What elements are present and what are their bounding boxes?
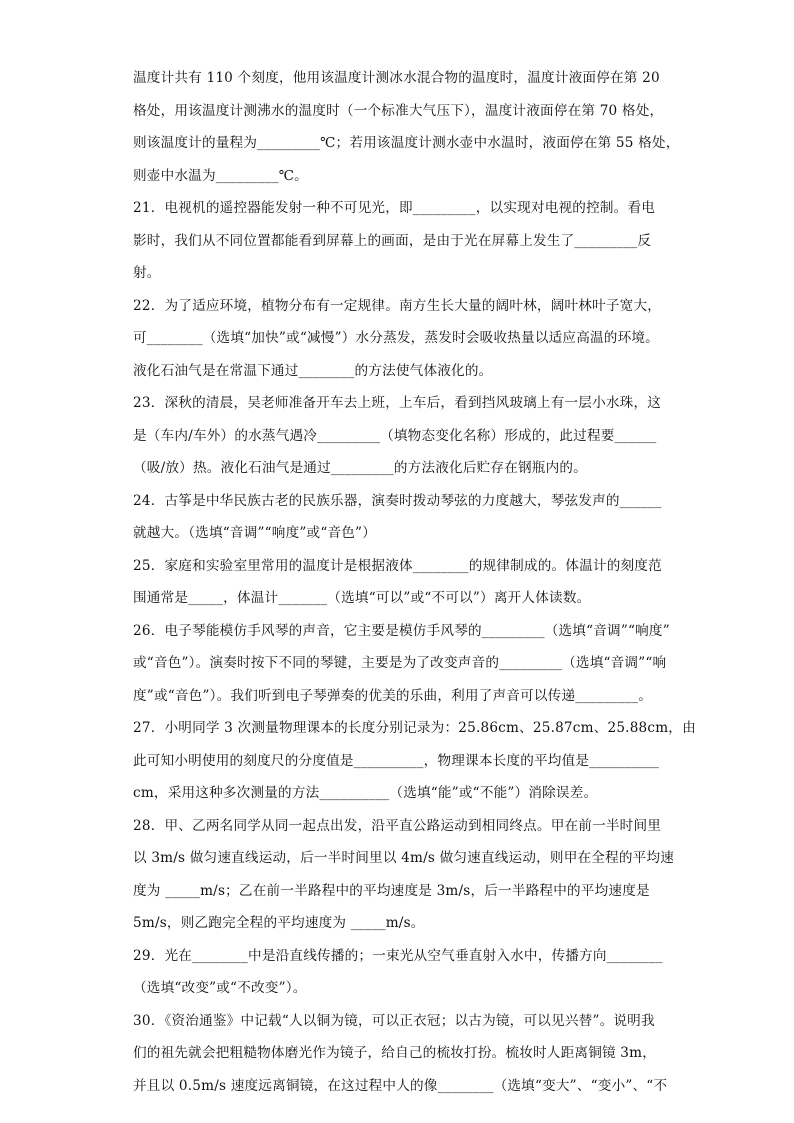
text-line: 可________（选填“加快”或“减慢”）水分蒸发，蒸发时会吸收热量以适应高温的环境。	[133, 330, 659, 346]
text-line: 22．为了适应环境，植物分布有一定规律。南方生长大量的阔叶林，阔叶林叶子宽大，	[133, 297, 662, 314]
text-line: 30．《资治通鉴》中记载“人以铜为镜，可以正衣冠；以古为镜，可以见兴替”。说明我	[133, 1012, 655, 1029]
text-line: 则该温度计的量程为_________℃；若用该温度计测水壶中水温时，液面停在第 55 格处，	[133, 135, 680, 151]
text-line: 液化石油气是在常温下通过________的方法使气体液化的。	[133, 362, 493, 379]
text-line: 温度计共有 110 个刻度，他用该温度计测冰水混合物的温度时，温度计液面停在第 20	[133, 70, 660, 86]
text-line: cm，采用这种多次测量的方法__________（选填“能”或“不能”）消除误差。	[133, 785, 598, 801]
text-line: （吸/放）热。液化石油气是通过_________的方法液化后贮存在钢瓶内的。	[133, 460, 587, 476]
text-line: 或“音色”）。演奏时按下不同的琴键，主要是为了改变声音的_________（选填“音调”“响	[133, 655, 667, 671]
text-line: 以 3m/s 做匀速直线运动，后一半时间里以 4m/s 做匀速直线运动，则甲在全程的平均速	[133, 850, 675, 866]
text-line: 则壶中水温为_________℃。	[133, 167, 308, 184]
text-line: 格处，用该温度计测沸水的温度时（一个标准大气压下），温度计液面停在第 70 格处，	[133, 102, 664, 119]
document-page	[133, 62, 696, 1102]
text-line: 28．甲、乙两名同学从同一起点出发，沿平直公路运动到相同终点。甲在前一半时间里	[133, 817, 662, 834]
text-line: 26．电子琴能模仿手风琴的声音，它主要是模仿手风琴的_________（选填“音调”“响度”	[133, 622, 670, 639]
text-line: 们的祖先就会把粗糙物体磨光作为镜子，给自己的梳妆打扮。梳妆时人距离铜镜 3m，	[133, 1045, 657, 1061]
text-line: 就越大。（选填“音调”“响度”或“音色”）	[133, 525, 377, 541]
text-line: 5m/s，则乙跑完全程的平均速度为 _____m/s。	[133, 915, 425, 931]
text-line: 25．家庭和实验室里常用的温度计是根据液体________的规律制成的。体温计的刻度范	[133, 557, 662, 574]
text-line: 23．深秋的清晨，吴老师准备开车去上班，上车后，看到挡风玻璃上有一层小水珠，这	[133, 395, 662, 411]
text-line: 并且以 0.5m/s 速度远离铜镜，在这过程中人的像________（选填“变大”、“变小”、“不	[133, 1077, 668, 1094]
text-line: 24．古筝是中华民族古老的民族乐器，演奏时拨动琴弦的力度越大，琴弦发声的______	[133, 492, 662, 509]
text-line: 27．小明同学 3 次测量物理课本的长度分别记录为：25.86cm、25.87cm、25.88cm，由	[133, 720, 696, 736]
text-line: 度”或“音色”）。我们听到电子琴弹奏的优美的乐曲，利用了声音可以传递_________。	[133, 687, 653, 704]
text-line: 射。	[133, 265, 161, 281]
text-line: （选填“改变”或“不改变”）。	[133, 980, 307, 996]
text-line: 围通常是_____，体温计_______（选填“可以”或“不可以”）离开人体读数。	[133, 590, 591, 606]
text-line: 度为 _____m/s；乙在前一半路程中的平均速度是 3m/s，后一半路程中的平均速度是	[133, 882, 650, 899]
text-line: 此可知小明使用的刻度尺的分度值是__________，物理课本长度的平均值是__________	[133, 752, 660, 769]
text-line: 是（车内/车外）的水蒸气遇冷_________（填物态变化名称）形成的，此过程要______	[133, 427, 657, 444]
text-line: 29．光在________中是沿直线传播的；一束光从空气垂直射入水中，传播方向________	[133, 947, 663, 964]
text-line: 21．电视机的遥控器能发射一种不可见光，即_________，以实现对电视的控制。看电	[133, 200, 656, 216]
text-line: 影时，我们从不同位置都能看到屏幕上的画面，是由于光在屏幕上发生了_________反	[133, 232, 652, 249]
